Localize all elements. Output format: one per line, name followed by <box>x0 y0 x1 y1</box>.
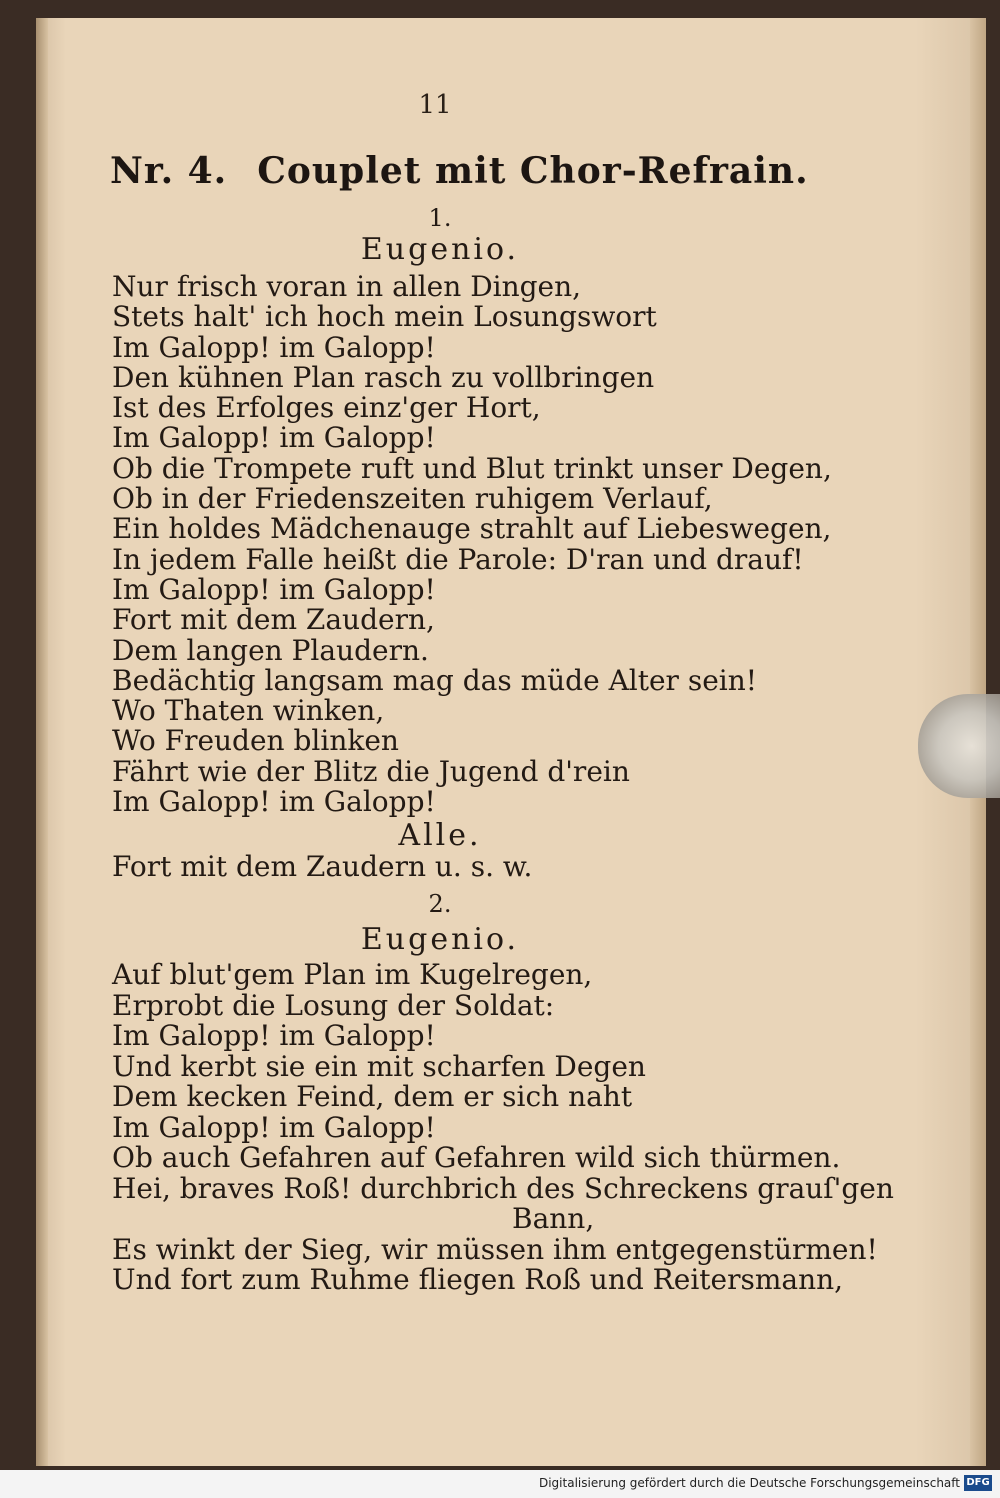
verse-line: Stets halt' ich hoch mein Losungswort <box>112 300 657 334</box>
verse-line: Es winkt der Sieg, wir müssen ihm entgegenstürmen! <box>112 1232 878 1266</box>
verse-1-number: 1. <box>428 204 452 232</box>
chorus-speaker: Alle. <box>398 818 482 853</box>
verse-line: Den kühnen Plan rasch zu vollbringen <box>112 360 655 394</box>
verse-line: Ob auch Gefahren auf Gefahren wild sich thürmen. <box>112 1141 841 1174</box>
verse-line: Ist des Erfolges einz'ger Hort, <box>112 391 541 425</box>
verse-line: Fährt wie der Blitz die Jugend d'rein <box>112 754 630 788</box>
page-number: 11 <box>418 90 452 120</box>
verse-line: Im Galopp! im Galopp! <box>112 1019 436 1052</box>
verse-line: Dem kecken Feind, dem er sich naht <box>112 1080 633 1113</box>
verse-line: Bann, <box>512 1202 595 1235</box>
verse-2-number: 2. <box>428 890 452 918</box>
section-heading <box>110 150 810 192</box>
verse-line: Ob die Trompete ruft und Blut trinkt unser Degen, <box>112 451 832 485</box>
verse-line: Hei, braves Roß! durchbrich des Schreckens grauſ'gen <box>112 1171 894 1205</box>
verse-2-lines <box>112 958 894 1296</box>
verse-line: Auf blut'gem Plan im Kugelregen, <box>112 958 593 991</box>
footer-bar <box>0 1470 1000 1498</box>
verse-line: Ob in der Friedenszeiten ruhigem Verlauf, <box>112 482 713 516</box>
heading-number: Nr. 4. <box>110 150 228 192</box>
verse-line: Wo Thaten winken, <box>112 694 385 728</box>
verse-line: Dem langen Plaudern. <box>112 633 429 667</box>
verse-line: Erprobt die Losung der Soldat: <box>112 988 555 1022</box>
verse-line: Und kerbt sie ein mit scharfen Degen <box>112 1049 646 1083</box>
verse-line: In jedem Falle heißt die Parole: D'ran und drauf! <box>112 542 804 576</box>
verse-line: Bedächtig langsam mag das müde Alter sein! <box>112 663 758 697</box>
verse-1-lines <box>112 270 832 819</box>
dfg-logo: DFG <box>964 1475 992 1491</box>
verse-2-speaker: Eugenio. <box>360 922 520 957</box>
verse-line: Nur frisch voran in allen Dingen, <box>112 270 582 303</box>
verse-line: Im Galopp! im Galopp! <box>112 1110 436 1144</box>
verse-line: Wo Freuden blinken <box>112 724 399 758</box>
verse-line: Im Galopp! im Galopp! <box>112 330 436 364</box>
verse-line: Im Galopp! im Galopp! <box>112 572 436 606</box>
verse-line: Ein holdes Mädchenauge strahlt auf Liebeswegen, <box>112 512 832 546</box>
chorus-lines <box>112 852 812 882</box>
verse-line: Im Galopp! im Galopp! <box>112 785 436 819</box>
footer-credit: Digitalisierung gefördert durch die Deutsche Forschungsgemeinschaft <box>538 1476 960 1490</box>
heading-title: Couplet mit Chor-Refrain. <box>257 150 809 192</box>
verse-line: Im Galopp! im Galopp! <box>112 421 436 455</box>
verse-1-speaker: Eugenio. <box>360 232 520 267</box>
chorus-line: Fort mit dem Zaudern u. s. w. <box>112 850 533 883</box>
verse-line: Und fort zum Ruhme fliegen Roß und Reitersmann, <box>112 1263 844 1296</box>
verse-line: Fort mit dem Zaudern, <box>112 603 435 637</box>
page-spine <box>36 18 48 1466</box>
